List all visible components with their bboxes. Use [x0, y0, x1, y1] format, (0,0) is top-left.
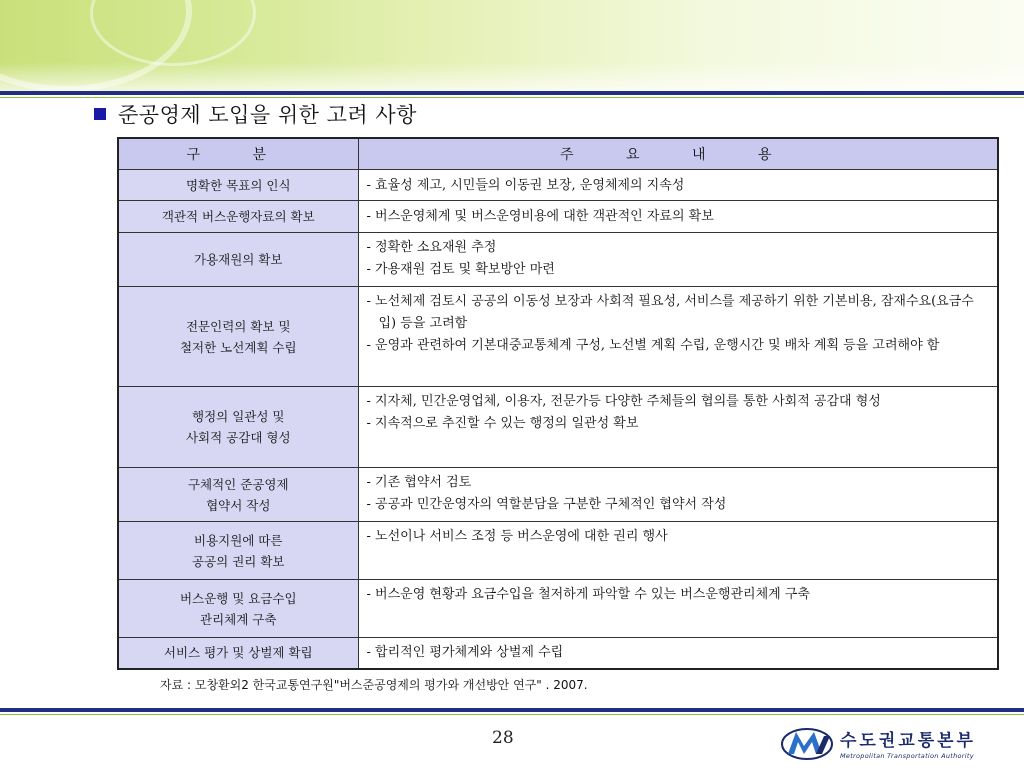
content-item: - 지속적으로 추진할 수 있는 행정의 일관성 확보: [366, 416, 639, 431]
table-body: [118, 170, 998, 669]
category-line: 객관적 버스운행자료의 확보: [161, 209, 315, 224]
table-row: [118, 522, 998, 580]
row-content: [358, 580, 998, 638]
category-line: 협약서 작성: [206, 497, 271, 513]
category-line: 철저한 노선계획 수립: [179, 339, 297, 355]
footer-rule-thin: [0, 714, 1024, 715]
row-category: [118, 638, 358, 669]
category-line: 구체적인 준공영제: [187, 476, 289, 492]
table-row: [118, 287, 998, 387]
row-category: [118, 522, 358, 580]
row-category: [118, 580, 358, 638]
logo-subtitle: Metropolitan Transportation Authority: [840, 752, 974, 760]
content-item: - 노선체제 검토시 공공의 이동성 보장과 사회적 필요성, 서비스를 제공하기 위한 기본비용, 잠재수요(요금수입) 등을 고려함: [366, 294, 974, 331]
content-item: - 버스운영 현황과 요금수입을 철저하게 파악할 수 있는 버스운행관리체계 구축: [366, 587, 810, 602]
header-banner: [0, 0, 1024, 92]
table-row: [118, 170, 998, 201]
row-content: [358, 468, 998, 522]
row-category: [118, 287, 358, 387]
row-category: [118, 233, 358, 287]
row-content: [358, 201, 998, 233]
category-line: 서비스 평가 및 상벌제 확립: [163, 645, 313, 661]
banner-wave: [0, 62, 1024, 92]
table-row: [118, 387, 998, 468]
content-item: - 운영과 관련하여 기본대중교통체계 구성, 노선별 계획 수립, 운행시간 및 배차 계획 등을 고려해야 함: [366, 338, 940, 353]
content-item: - 합리적인 평가체계와 상벌제 수립: [366, 645, 564, 661]
content-item: - 효율성 제고, 시민들의 이동권 보장, 운영체제의 지속성: [366, 177, 685, 193]
category-line: 비용지원에 따른: [194, 532, 283, 548]
content-item: - 노선이나 서비스 조정 등 버스운영에 대한 권리 행사: [366, 529, 668, 544]
content-item: - 기존 협약서 검토: [366, 475, 472, 490]
content-item: - 공공과 민간운영자의 역할분담을 구분한 구체적인 협약서 작성: [366, 497, 727, 512]
table-row: [118, 201, 998, 233]
bullet-square-icon: [94, 108, 106, 120]
row-content: [358, 638, 998, 669]
row-content: [358, 387, 998, 468]
header-content: 주 요 내 용: [358, 138, 998, 170]
category-line: 버스운행 및 요금수입: [179, 590, 297, 606]
row-category: [118, 170, 358, 201]
header-category: 구 분: [118, 138, 358, 170]
category-line: 공공의 권리 확보: [192, 553, 285, 569]
category-line: 전문인력의 확보 및: [185, 318, 291, 334]
source-note: 자료 : 모창환외2 한국교통연구원"버스준공영제의 평가와 개선방안 연구" . 2007.: [160, 678, 588, 692]
content-item: - 가용재원 검토 및 확보방안 마련: [366, 262, 555, 277]
section-title: [94, 99, 417, 129]
table-row: [118, 580, 998, 638]
table-row: [118, 638, 998, 669]
category-line: 명확한 목표의 인식: [185, 177, 291, 193]
header-rule: [0, 91, 1024, 95]
page-number: 28: [492, 728, 514, 748]
row-category: [118, 201, 358, 233]
content-item: - 버스운영체계 및 버스운영비용에 대한 객관적인 자료의 확보: [366, 209, 714, 224]
logo-m-icon: [780, 724, 834, 762]
logo-name: 수도권교통본부: [840, 731, 976, 751]
category-line: 가용재원의 확보: [194, 252, 283, 267]
table-header-row: [118, 138, 998, 170]
content-item: - 정확한 소요재원 추정: [366, 240, 497, 255]
row-content: [358, 170, 998, 201]
category-line: 행정의 일관성 및: [192, 409, 285, 424]
organization-logo: [780, 724, 976, 762]
row-content: [358, 287, 998, 387]
header-rule-thin: [0, 97, 1024, 98]
considerations-table: [117, 137, 999, 670]
section-title-text: 준공영제 도입을 위한 고려 사항: [118, 103, 417, 127]
row-category: [118, 468, 358, 522]
footer-rule: [0, 708, 1024, 712]
table-row: [118, 468, 998, 522]
category-line: 관리체계 구축: [200, 611, 277, 627]
row-content: [358, 233, 998, 287]
table-row: [118, 233, 998, 287]
row-content: [358, 522, 998, 580]
row-category: [118, 387, 358, 468]
content-item: - 지자체, 민간운영업체, 이용자, 전문가등 다양한 주체들의 협의를 통한 사회적 공감대 형성: [366, 394, 881, 409]
category-line: 사회적 공감대 형성: [185, 430, 291, 445]
